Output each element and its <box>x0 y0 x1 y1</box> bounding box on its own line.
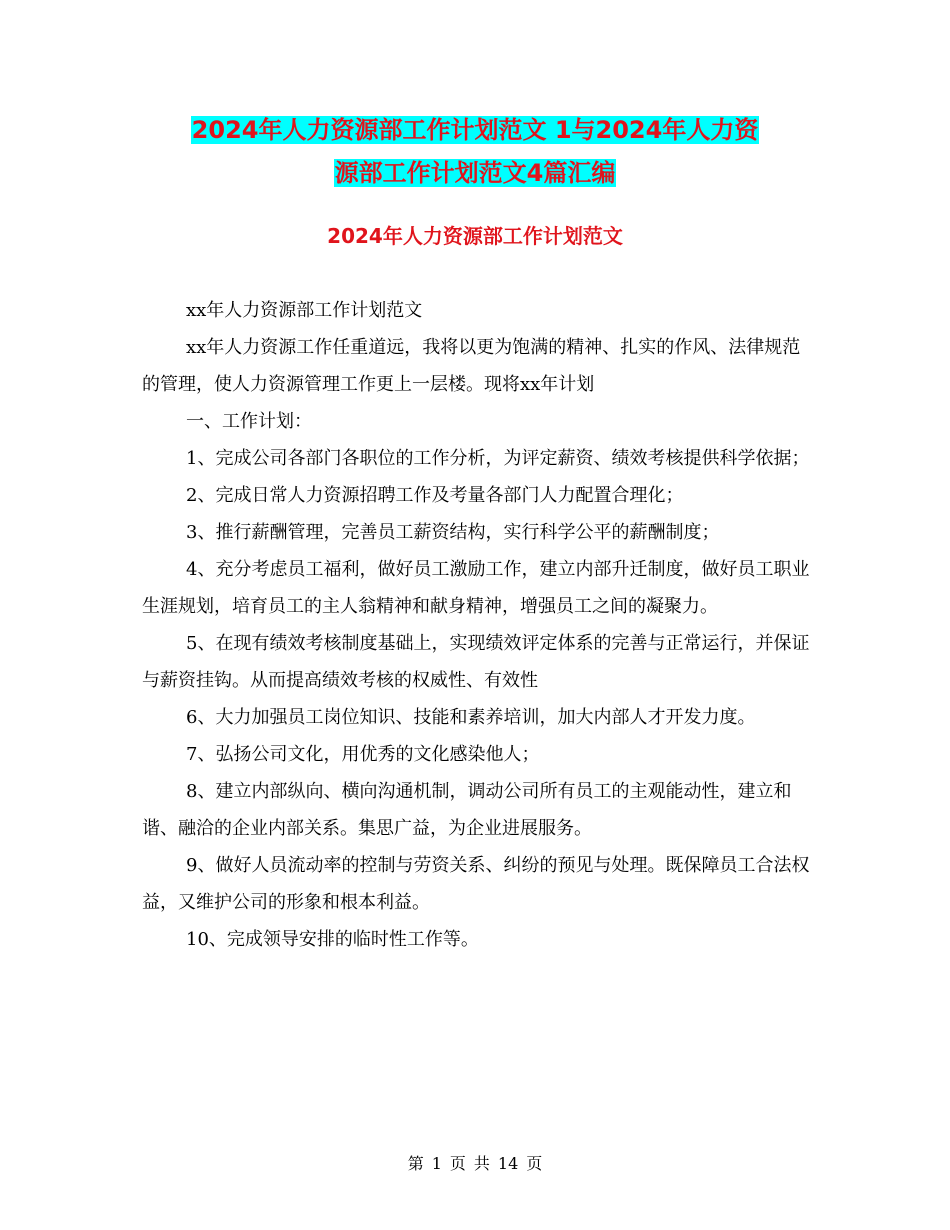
paragraph: xx年人力资源工作任重道远，我将以更为饱满的精神、扎实的作风、法律规范的管理，使人力资源管理工作更上一层楼。现将xx年计划 <box>142 337 801 395</box>
paragraph: 6、大力加强员工岗位知识、技能和素养培训，加大内部人才开发力度。 <box>186 707 756 728</box>
paragraph: 8、建立内部纵向、横向沟通机制，调动公司所有员工的主观能动性，建立和谐、融洽的企业内部关系。集思广益，为企业进展服务。 <box>142 781 792 839</box>
paragraph: 一、工作计划： <box>186 411 312 432</box>
paragraph: 7、弘扬公司文化，用优秀的文化感染他人； <box>186 744 540 765</box>
paragraph: 1、完成公司各部门各职位的工作分析，为评定薪资、绩效考核提供科学依据； <box>186 448 810 469</box>
total-label: 共 <box>473 1154 490 1173</box>
paragraph: 2、完成日常人力资源招聘工作及考量各部门人力配置合理化； <box>186 485 684 506</box>
document-title-line-1: 2024年人力资源部工作计划范文 1与2024年人力资 <box>191 116 759 144</box>
document-title-line-2: 源部工作计划范文4篇汇编 <box>334 159 616 187</box>
paragraph: 3、推行薪酬管理，完善员工薪资结构，实行科学公平的薪酬制度； <box>186 522 720 543</box>
page-footer <box>0 1152 950 1176</box>
total-pages: 14 <box>497 1154 519 1173</box>
section-heading: 2024年人力资源部工作计划范文 <box>327 224 623 248</box>
total-unit: 页 <box>526 1154 543 1173</box>
page-label: 第 <box>407 1154 424 1173</box>
page-unit: 页 <box>449 1154 466 1173</box>
paragraph: 4、充分考虑员工福利，做好员工激励工作，建立内部升迁制度，做好员工职业生涯规划，培育员工的主人翁精神和献身精神，增强员工之间的凝聚力。 <box>142 559 810 617</box>
paragraph: 10、完成领导安排的临时性工作等。 <box>186 929 479 950</box>
paragraph: 5、在现有绩效考核制度基础上，实现绩效评定体系的完善与正常运行，并保证与薪资挂钩。从而提高绩效考核的权威性、有效性 <box>142 633 810 691</box>
paragraph: 9、做好人员流动率的控制与劳资关系、纠纷的预见与处理。既保障员工合法权益，又维护公司的形象和根本利益。 <box>142 855 810 913</box>
document-body <box>142 292 810 958</box>
page-number: 1 <box>431 1154 442 1173</box>
paragraph: xx年人力资源部工作计划范文 <box>186 300 423 321</box>
